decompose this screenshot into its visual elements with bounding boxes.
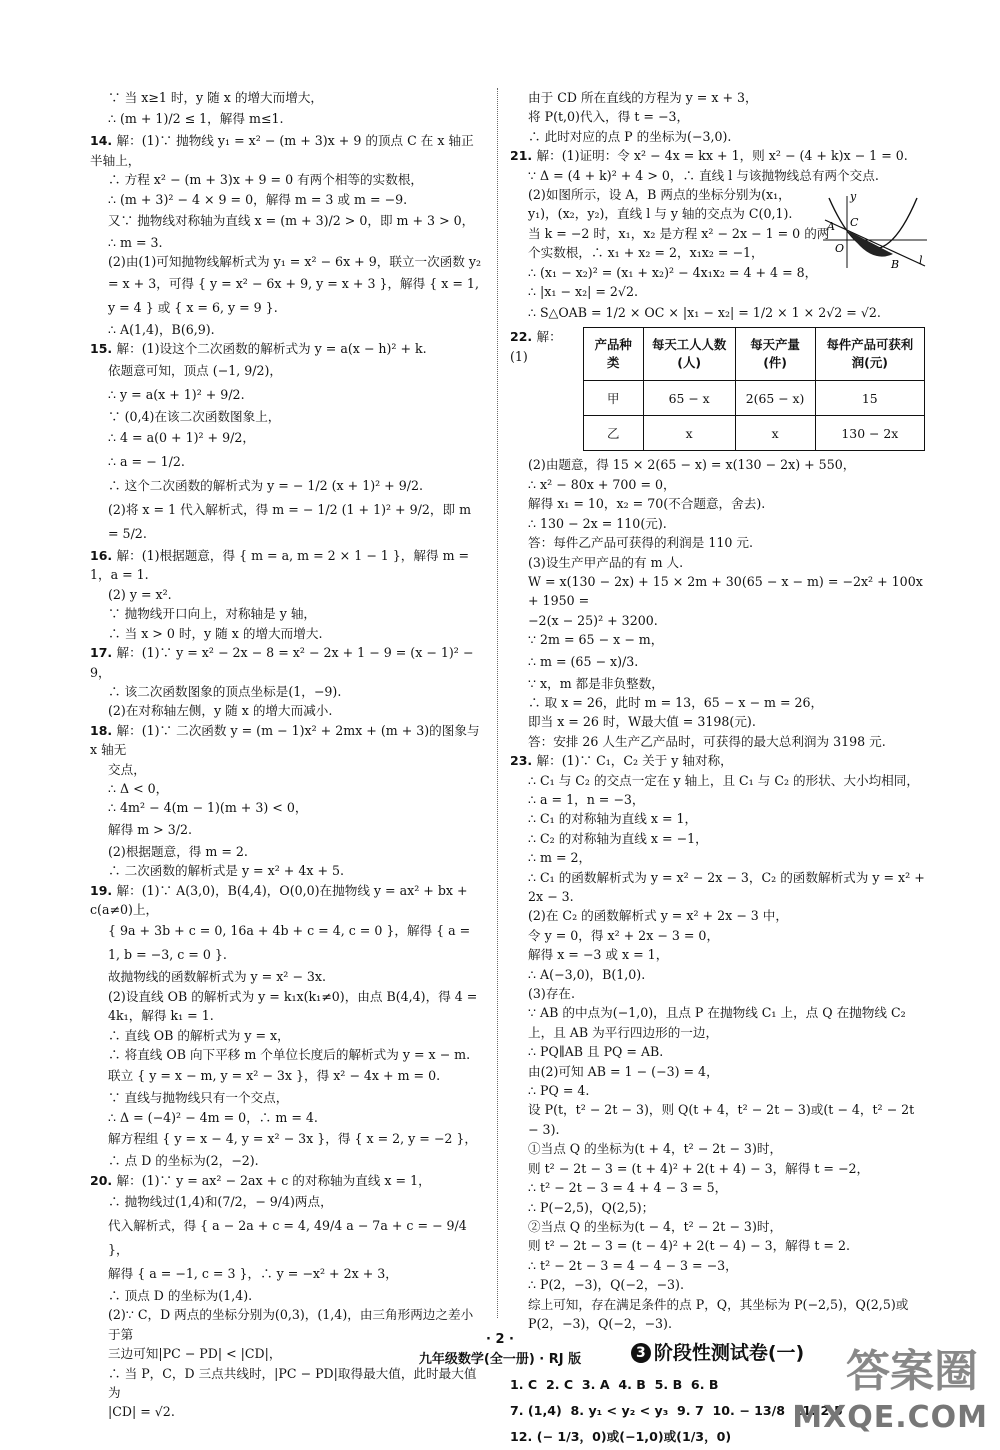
solution-line [90, 967, 485, 986]
line-text: ∵ 直线与抛物线只有一个交点， [108, 1090, 289, 1106]
line-text: 交点， [108, 761, 146, 777]
line-text: 解：(1)∵ C₁，C₂ 关于 y 轴对称， [536, 753, 733, 769]
line-text: ∴ t² − 2t − 3 = 4 − 4 − 3 = −3， [528, 1257, 738, 1273]
solution-line [510, 906, 925, 925]
question-21 [510, 146, 925, 325]
table-header: 每件产品可获利润(元) [815, 328, 924, 381]
line-text: 则 t² − 2t − 3 = (t + 4)² + 2(t + 4) − 3，解得 t = −2， [528, 1160, 870, 1176]
line-text: ∴ A(1,4)，B(6,9). [108, 321, 215, 337]
line-text: ∴ 顶点 D 的坐标为(1,4). [108, 1288, 253, 1304]
section-title: 阶段性测试卷(一) [653, 1342, 805, 1365]
solution-line [510, 1295, 925, 1314]
parabola-graph [819, 190, 929, 270]
solution-line [510, 630, 925, 649]
solution-line [510, 1023, 925, 1042]
solution-line [510, 1178, 925, 1197]
solution-line [510, 282, 925, 301]
solution-line [90, 359, 485, 383]
solution-line [90, 624, 485, 643]
line-text: 解：(1)∵ 二次函数 y = (m − 1)x² + 2mx + (m + 3)的图象与 x 轴无 [90, 722, 484, 758]
solution-line [90, 1214, 485, 1262]
line-text: 又∵ 抛物线对称轴为直线 x = (m + 3)/2 > 0，即 m + 3 > 0， [108, 213, 475, 229]
solution-line [510, 1139, 925, 1158]
solution-line [90, 1088, 485, 1107]
line-text: ∴ (m + 1)/2 ≤ 1，解得 m≤1. [108, 111, 284, 127]
line-text: (2)在对称轴左侧，y 随 x 的增大而减小. [108, 703, 333, 719]
line-text: 个实数根，∴ x₁ + x₂ = 2，x₁x₂ = −1， [528, 245, 764, 261]
line-text: 解方程组 { y = x − 4, y = x² − 3x }，得 { x = 2, y = −2 }， [108, 1131, 477, 1147]
line-text: ∴ 该二次函数图象的顶点坐标是(1，−9). [108, 683, 342, 699]
graph-label-o: O [835, 242, 845, 256]
question-first-line [90, 131, 485, 170]
question-first-line [90, 546, 485, 585]
section-number-badge: 3 [631, 1343, 651, 1363]
line-text: ∴ 这个二次函数的解析式为 y = − 1/2 (x + 1)² + 9/2. [108, 478, 424, 494]
line-text: 即当 x = 26 时，W最大值 = 3198(元). [528, 714, 756, 730]
q20-continued [510, 88, 925, 146]
line-text: ∴ 4 = a(0 + 1)² + 9/2， [108, 430, 255, 446]
solution-line [510, 809, 925, 828]
line-text: ∵ AB 的中点为(−1,0)，且点 P 在抛物线 C₁ 上，点 Q 在抛物线 C₂ [528, 1005, 906, 1021]
solution-line [90, 474, 485, 498]
watermark-en: MXQE.COM [792, 1400, 988, 1435]
line-text: 答：安排 26 人生产乙产品时，可获得的最大总利润为 3198 元. [528, 733, 886, 749]
line-text: 解：(1)根据题意，得 { m = a, m = 2 × 1 − 1 }，解得 m = 1，a = 1. [90, 548, 474, 583]
solution-line [510, 1003, 925, 1022]
solution-line [90, 426, 485, 450]
solution-line [510, 514, 925, 533]
line-text: ∴ 将直线 OB 向下平移 m 个单位长度后的解析式为 y = x − m. [108, 1047, 471, 1062]
line-text: 由(2)可知 AB = 1 − (−3) = 4， [528, 1063, 719, 1079]
solution-line [90, 1127, 485, 1151]
question-22 [510, 327, 925, 451]
solution-line [510, 926, 925, 945]
line-text: ∴ 点 D 的坐标为(2，−2). [108, 1153, 259, 1169]
solution-line [90, 190, 485, 209]
question-first-line [90, 339, 485, 358]
question-first-line [90, 1171, 485, 1190]
solution-line [90, 1064, 485, 1088]
solution-line [90, 272, 485, 320]
solution-line [510, 1256, 925, 1275]
solution-line [510, 475, 925, 494]
line-text: ∴ (x₁ − x₂)² = (x₁ + x₂)² − 4x₁x₂ = 4 + 4 = 8， [528, 264, 818, 280]
table-header: 每天工人人数(人) [643, 328, 735, 381]
solution-line [90, 170, 485, 189]
solution-line [510, 301, 925, 325]
graph-label-a: A [827, 220, 835, 234]
solution-line [510, 533, 925, 552]
line-text: W = x(130 − 2x) + 15 × 2m + 30(65 − x − m) = −2x² + 100x + 1950 = [528, 573, 927, 609]
solution-line [90, 1151, 485, 1170]
solution-line [510, 732, 925, 751]
question-number: 20. [90, 1172, 117, 1188]
solution-line [90, 1402, 485, 1421]
line-text: (2) y = x². [108, 586, 172, 602]
solution-line [510, 790, 925, 809]
line-text: ①当点 Q 的坐标为(t + 4，t² − 2t − 3)时， [528, 1141, 783, 1157]
line-text: 解：(1)∵ 抛物线 y₁ = x² − (m + 3)x + 9 的顶点 C 在 x 轴正半轴上， [90, 133, 474, 168]
line-text: 代入解析式，得 { a − 2a + c = 4, 49/4 a − 7a + c = − 9/4 }， [108, 1218, 471, 1258]
line-text: ∵ (0,4)在该二次函数图象上， [108, 408, 281, 424]
line-text: (2)在 C₂ 的函数解析式 y = x² + 2x − 3 中， [528, 908, 788, 924]
line-text: ∴ 取 x = 26，此时 m = 13，65 − x − m = 26， [528, 694, 824, 710]
line-text: ∴ 此时对应的点 P 的坐标为(−3,0). [528, 128, 732, 144]
table-cell: 65 − x [643, 381, 735, 416]
solution-line [510, 107, 925, 126]
line-text: 依题意可知，顶点 (−1, 9/2)， [108, 362, 283, 378]
line-text: ∵ 当 x≥1 时，y 随 x 的增大而增大， [108, 90, 324, 105]
line-text: ∴ C₁ 的对称轴为直线 x = 1， [528, 811, 698, 827]
solution-line [510, 965, 925, 984]
table-header: 产品种类 [583, 328, 643, 381]
solution-line [510, 650, 925, 674]
solution-line [510, 848, 925, 867]
question-number: 17. [90, 645, 117, 661]
graph-label-l: l [919, 254, 923, 268]
solution-line [90, 498, 485, 546]
question-first-line [90, 721, 485, 760]
book-title: 九年级数学(全一册) · RJ 版 [418, 1352, 582, 1367]
solution-line [510, 771, 925, 790]
line-text: ∴ P(−2,5)，Q(2,5)； [528, 1199, 655, 1215]
solution-line [90, 818, 485, 842]
line-text: = x + 3，可得 { y = x² − 6x + 9, y = x + 3 }，解得 { x = 1, y = 4 } 或 { x = 6, y = 9 }. [108, 275, 483, 315]
solution-line [510, 984, 925, 1003]
solution-line [90, 701, 485, 720]
solution-line [510, 455, 925, 474]
line-text: ∴ 直线 OB 的解析式为 y = x， [108, 1027, 290, 1043]
solution-line [90, 1262, 485, 1286]
line-text: (3)存在. [528, 986, 576, 1002]
column-divider [497, 88, 498, 1318]
line-text: ∴ 抛物线过(1,4)和(7/2，− 9/4)两点， [108, 1194, 333, 1210]
line-text: ∴ 当 P，C，D 三点共线时，|PC − PD|取得最大值，此时最大值为 [108, 1365, 477, 1401]
line-text: 解：(1)∵ y = x² − 2x − 8 = x² − 2x + 1 − 9 = (x − 1)² − 9， [90, 645, 478, 680]
line-text: 解得 m > 3/2. [108, 821, 192, 837]
line-text: ∴ Δ = (−4)² − 4m = 0，∴ m = 4. [108, 1109, 318, 1125]
solution-line [90, 987, 485, 1006]
line-text: (2)根据题意，得 m = 2. [108, 843, 248, 859]
line-text: 由于 CD 所在直线的方程为 y = x + 3， [528, 90, 758, 105]
line-text: ∴ A(−3,0)，B(1,0). [528, 966, 646, 982]
line-text: ∴ 当 x > 0 时，y 随 x 的增大而增大. [108, 625, 323, 641]
line-text: 解：(1)设这个二次函数的解析式为 y = a(x − h)² + k. [116, 341, 427, 357]
solution-line [90, 1006, 485, 1025]
solution-line [90, 1108, 485, 1127]
line-text: 解：(1)证明：令 x² − 4x = kx + 1，则 x² − (4 + k)x − 1 = 0. [536, 148, 908, 164]
solution-line [90, 1286, 485, 1305]
solution-line [510, 887, 925, 906]
solution-line [90, 798, 485, 817]
question-number: 16. [90, 548, 117, 564]
solution-line [90, 919, 485, 967]
line-text: ∴ P(2，−3)，Q(−2，−3). [528, 1277, 684, 1293]
line-text: ∴ t² − 2t − 3 = 4 + 4 − 3 = 5， [528, 1180, 728, 1196]
question-number: 22. [510, 329, 537, 345]
line-text: (2)如图所示，设 A，B 两点的坐标分别为(x₁， [528, 187, 791, 203]
line-text: |CD| = √2. [108, 1404, 175, 1420]
line-text: ∴ 二次函数的解析式是 y = x² + 4x + 5. [108, 863, 345, 879]
table-header: 每天产量(件) [735, 328, 815, 381]
line-text: 设 P(t，t² − 2t − 3)，则 Q(t + 4，t² − 2t − 3)或(t − 4，t² − 2t − 3). [528, 1102, 919, 1137]
solution-line [510, 611, 925, 630]
line-text: P(2，−3)，Q(−2，−3). [528, 1315, 672, 1331]
line-text: (2)由(1)可知抛物线解析式为 y₁ = x² − 6x + 9，联立一次函数 y₂ [108, 254, 482, 270]
solution-line [510, 127, 925, 146]
solution-line [510, 553, 925, 572]
solution-line [90, 407, 485, 426]
question-first-line [90, 643, 485, 682]
line-text: ∴ x² − 80x + 700 = 0， [528, 476, 676, 492]
question-number: 18. [90, 722, 117, 738]
answer-line: 7. (1,4) 8. y₁ < y₂ < y₃ 9. 7 10. − 13/8 11. 2.5 [510, 1402, 843, 1418]
solution-line [90, 1045, 485, 1064]
question-first-line [510, 146, 925, 165]
line-text: ∴ m = (65 − x)/3. [528, 653, 639, 669]
line-text: 令 y = 0，得 x² + 2x − 3 = 0， [528, 927, 720, 943]
line-text: ②当点 Q 的坐标为(t − 4，t² − 2t − 3)时， [528, 1218, 783, 1234]
question-number: 21. [510, 148, 537, 164]
left-column [90, 88, 485, 1422]
table-cell: 2(65 − x) [735, 381, 815, 416]
line-text: ∵ 2m = 65 − x − m， [528, 632, 664, 648]
line-text: ∴ a = 1，n = −3， [528, 791, 645, 807]
line-text: 解：(1)∵ y = ax² − 2ax + c 的对称轴为直线 x = 1， [116, 1172, 431, 1188]
line-text: ∴ 4m² − 4(m − 1)(m + 3) < 0， [108, 800, 308, 816]
line-text: 当 k = −2 时，x₁，x₂ 是方程 x² − 2x − 1 = 0 的两 [528, 225, 830, 241]
line-text: ∴ S△OAB = 1/2 × OC × |x₁ − x₂| = 1/2 × 1 × 2√2 = √2. [528, 305, 881, 321]
solution-line [90, 760, 485, 779]
line-text: 解得 { a = −1, c = 3 }，∴ y = −x² + 2x + 3， [108, 1266, 398, 1282]
table-cell: 乙 [583, 416, 643, 451]
solution-line [90, 682, 485, 701]
line-text: 解得 x₁ = 10，x₂ = 70(不合题意，舍去). [528, 496, 766, 512]
solution-line [90, 779, 485, 798]
solution-line [510, 88, 925, 107]
solution-line [90, 233, 485, 252]
question-first-line [510, 751, 925, 770]
question-number: 23. [510, 753, 537, 769]
line-text: ∴ C₁ 的函数解析式为 y = x² − 2x − 3，C₂ 的函数解析式为 y = x² + [528, 869, 925, 885]
line-text: (3)设生产甲产品的有 m 人. [528, 554, 684, 570]
table-cell: x [735, 416, 815, 451]
graph-label-y: y [850, 190, 857, 204]
table-cell: 15 [815, 381, 924, 416]
line-text: ∴ 130 − 2x = 110(元). [528, 515, 667, 531]
solution-line [510, 868, 925, 887]
solution-line [510, 1236, 925, 1255]
line-text: 三边可知|PC − PD| < |CD|， [108, 1346, 282, 1362]
solution-line [510, 572, 925, 611]
solution-line [510, 1081, 925, 1100]
solution-line [90, 604, 485, 623]
table-cell: 130 − 2x [815, 416, 924, 451]
graph-label-c: C [850, 216, 859, 230]
answer-line: 12. (− 1/3，0)或(−1,0)或(1/3，0) [510, 1428, 732, 1444]
line-text: y₁)，(x₂，y₂)，直线 l 与 y 轴的交点为 C(0,1). [528, 206, 793, 222]
solution-line [90, 383, 485, 407]
line-text: (2)∵ C，D 两点的坐标分别为(0,3)，(1,4)，由三角形两边之差小于第 [108, 1307, 474, 1342]
graph-label-b: B [891, 258, 900, 271]
line-text: ∴ m = 3. [108, 235, 163, 251]
line-text: ∴ PQ = 4. [528, 1083, 590, 1099]
question-number: 14. [90, 133, 117, 149]
line-text: 则 t² − 2t − 3 = (t − 4)² + 2(t − 4) − 3，解得 t = 2. [528, 1238, 850, 1254]
line-text: (2)由题意，得 15 × 2(65 − x) = x(130 − 2x) + 550， [528, 457, 856, 473]
solution-line [510, 1062, 925, 1081]
line-text: (2)将 x = 1 代入解析式，得 m = − 1/2 (1 + 1)² + 9/2，即 m = 5/2. [108, 502, 476, 542]
product-table [583, 327, 925, 451]
line-text: ∴ (m + 3)² − 4 × 9 = 0，解得 m = 3 或 m = −9. [108, 191, 408, 207]
q22-q23-solutions [510, 455, 925, 1333]
line-text: ∴ m = 2， [528, 850, 592, 866]
table-cell: 甲 [583, 381, 643, 416]
line-text: 上，且 AB 为平行四边形的一边， [528, 1024, 719, 1040]
question-number: 19. [90, 882, 117, 898]
solution-line [510, 1217, 925, 1236]
line-text: ∴ C₁ 与 C₂ 的交点一定在 y 轴上，且 C₁ 与 C₂ 的形状、大小均相同， [528, 772, 919, 788]
solution-line [90, 252, 485, 271]
solution-line [90, 861, 485, 880]
line-text: 联立 { y = x − m, y = x² − 3x }，得 x² − 4x + m = 0. [108, 1068, 441, 1084]
line-text: ∴ 方程 x² − (m + 3)x + 9 = 0 有两个相等的实数根， [108, 172, 424, 188]
line-text: 答：每件乙产品可获得的利润是 110 元. [528, 535, 753, 551]
solution-line [510, 1275, 925, 1294]
line-text: 解：(1)∵ A(3,0)，B(4,4)，O(0,0)在抛物线 y = ax² + bx + c(a≠0)上， [90, 882, 472, 917]
line-text: 故抛物线的函数解析式为 y = x² − 3x. [108, 969, 327, 985]
solution-line [510, 945, 925, 964]
question-number: 15. [90, 341, 117, 357]
solution-line [510, 1100, 925, 1139]
line-text: ∴ PQ∥AB 且 PQ = AB. [528, 1044, 664, 1060]
watermark-cn: 答案圈 [846, 1346, 978, 1397]
question-first-line [90, 881, 485, 920]
page-number: · 2 · [486, 1332, 514, 1347]
solution-line [90, 88, 485, 107]
right-column [510, 88, 925, 1450]
solution-line [90, 107, 485, 131]
line-text: −2(x − 25)² + 3200. [528, 612, 658, 628]
solution-line [90, 1026, 485, 1045]
solution-line [90, 842, 485, 861]
line-text: (2)设直线 OB 的解析式为 y = k₁x(k₁≠0)，由点 B(4,4)，得 4 = [108, 988, 478, 1004]
solution-line [510, 1159, 925, 1178]
solution-line [90, 450, 485, 474]
line-text: 综上可知，存在满足条件的点 P，Q，其坐标为 P(−2,5)，Q(2,5)或 [528, 1296, 909, 1312]
line-text: ∵ x，m 都是非负整数， [528, 675, 664, 691]
solution-line [90, 1190, 485, 1214]
solution-line [90, 209, 485, 233]
solution-line [510, 494, 925, 513]
line-text: ∴ a = − 1/2. [108, 454, 185, 470]
solution-line [510, 1198, 925, 1217]
line-text: ∴ Δ < 0， [108, 780, 169, 796]
solution-line [510, 693, 925, 712]
solution-line [90, 585, 485, 604]
answer-line: 1. C 2. C 3. A 4. B 5. B 6. B [510, 1376, 719, 1392]
line-text: { 9a + 3b + c = 0, 16a + 4b + c = 4, c = 0 }，解得 { a = 1, b = −3, c = 0 }. [108, 923, 475, 963]
solution-line [510, 166, 925, 185]
line-text: 2x − 3. [528, 889, 574, 904]
line-text: ∴ C₂ 的对称轴为直线 x = −1， [528, 830, 708, 846]
solution-line [510, 829, 925, 848]
line-text: ∵ 抛物线开口向上，对称轴是 y 轴， [108, 606, 317, 622]
line-text: ∴ y = a(x + 1)² + 9/2. [108, 386, 245, 402]
q22-lead: 解：(1) [510, 329, 562, 364]
line-text: ∴ |x₁ − x₂| = 2√2. [528, 284, 638, 300]
solution-line [510, 674, 925, 693]
solution-line [90, 320, 485, 339]
solution-line [510, 1042, 925, 1061]
line-text: 4k₁，解得 k₁ = 1. [108, 1008, 214, 1024]
solution-line [510, 712, 925, 731]
line-text: 将 P(t,0)代入，得 t = −3， [528, 109, 690, 125]
line-text: ∵ Δ = (4 + k)² + 4 > 0，∴ 直线 l 与该抛物线总有两个交点. [528, 167, 879, 183]
line-text: 解得 x = −3 或 x = 1， [528, 947, 669, 963]
table-cell: x [643, 416, 735, 451]
